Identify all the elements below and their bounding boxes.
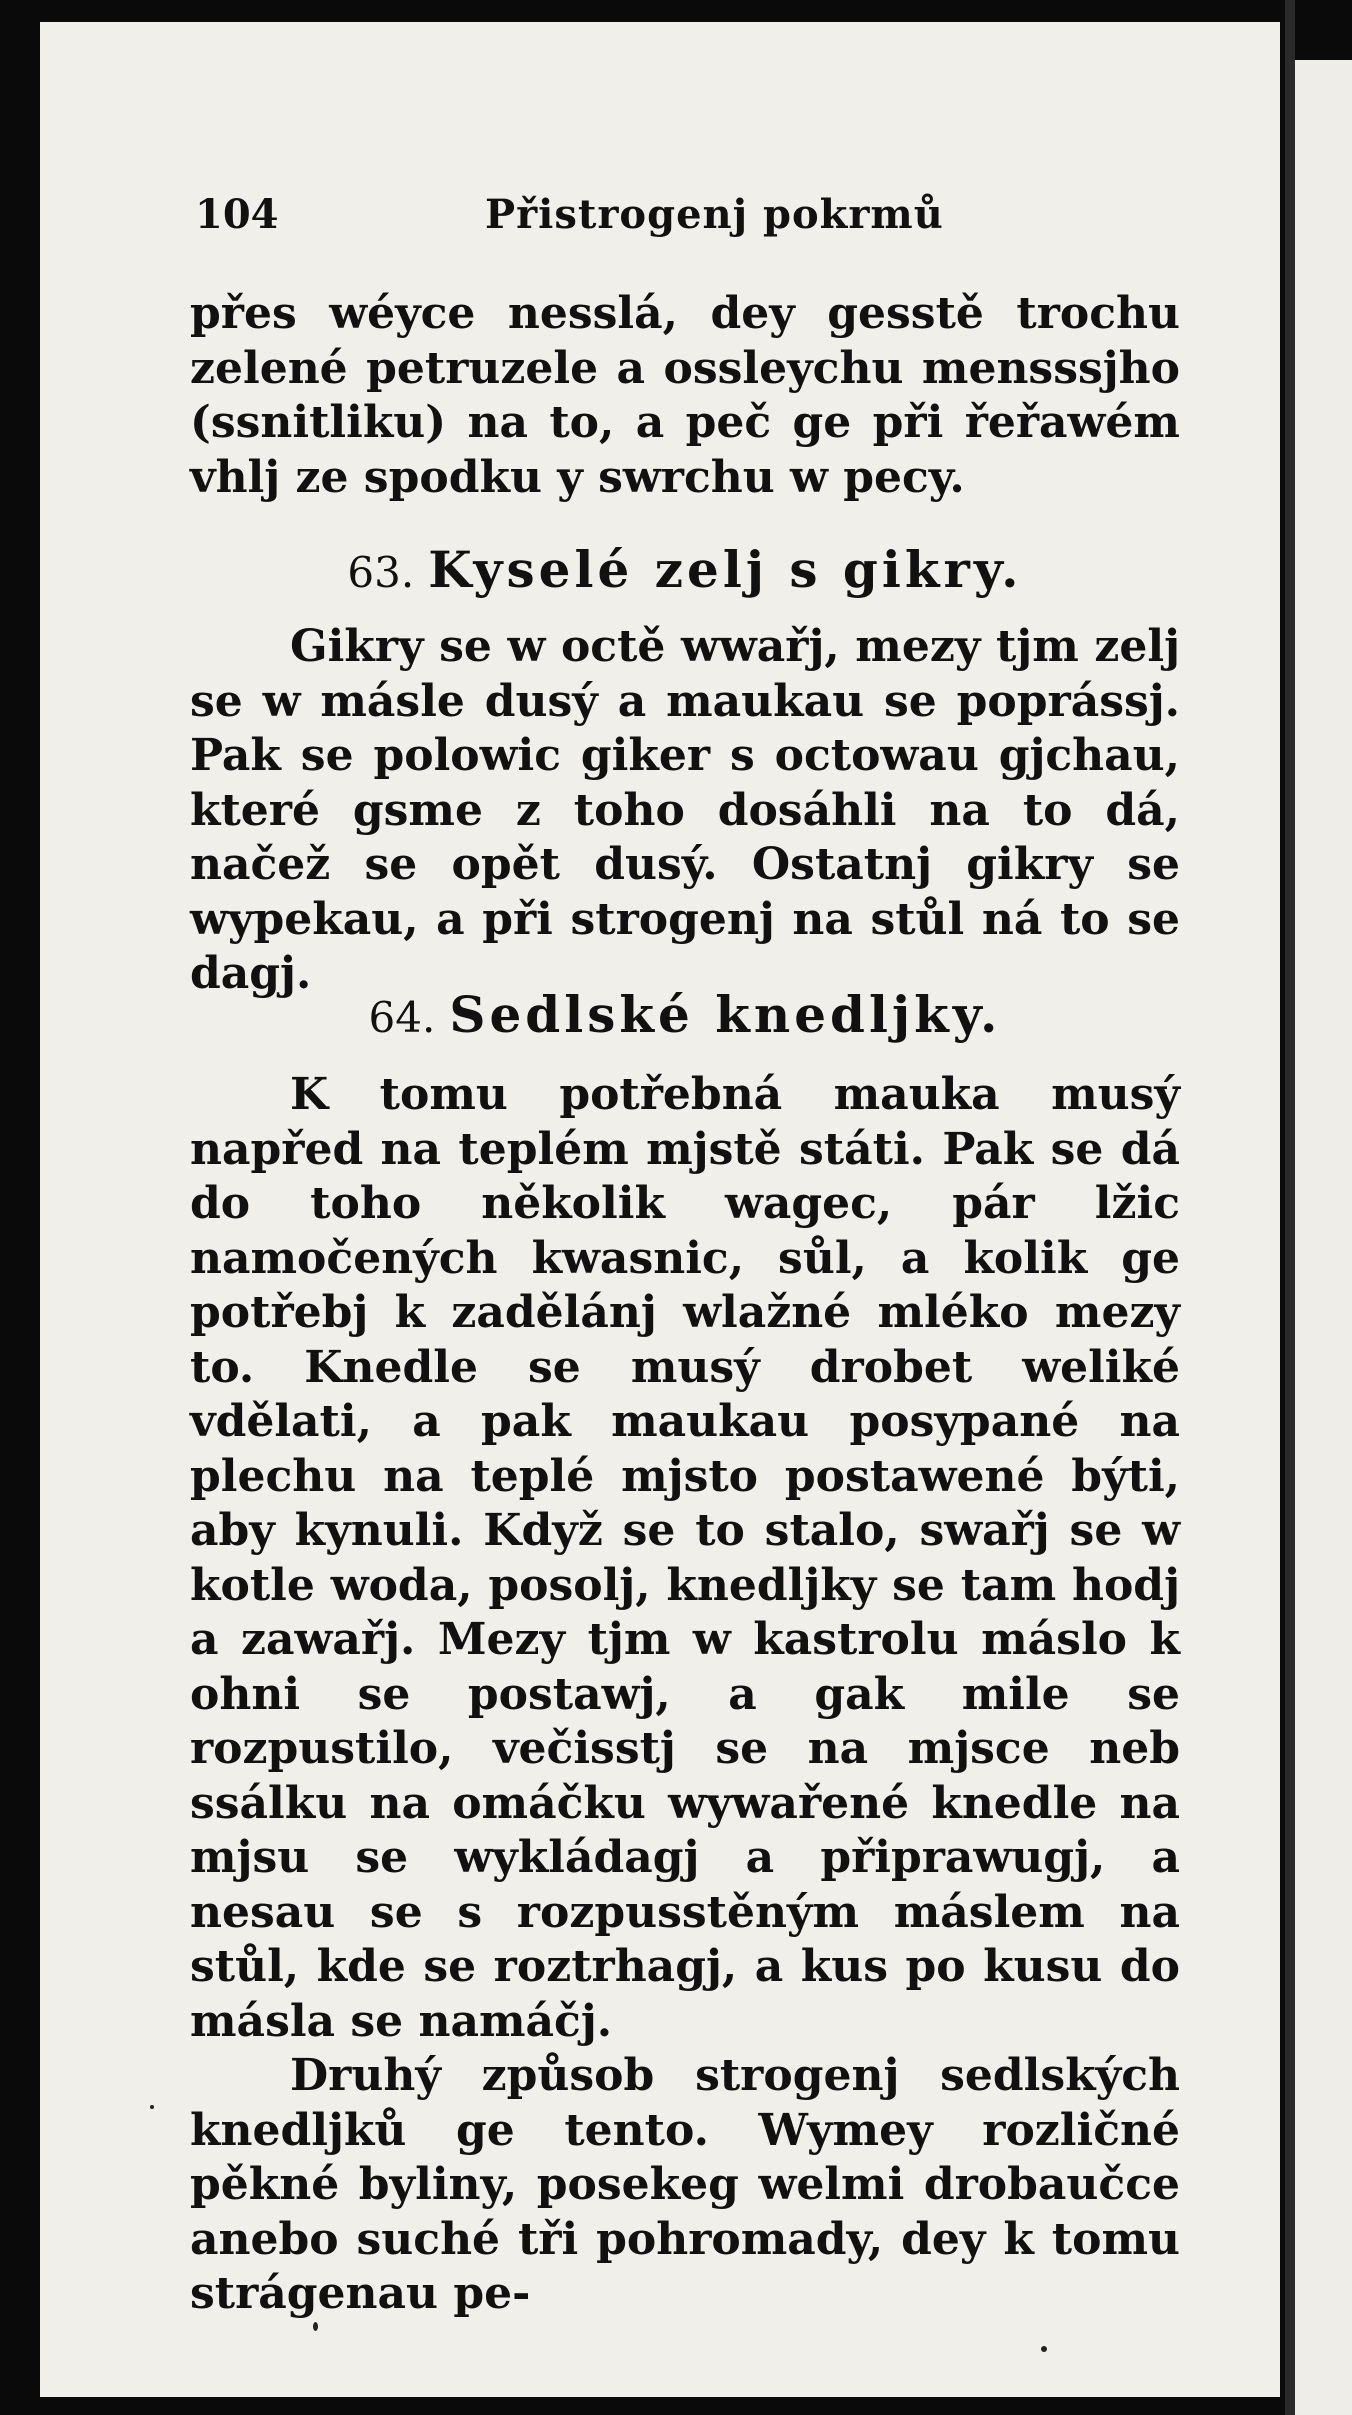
paragraph: Druhý způsob strogenj sedlských knedljků ge tento. Wymey rozličné pěkné byliny, posekeg welmi drobaučce anebo suché tři pohromady, dey k tomu strágenau pe- [190, 2050, 1180, 2319]
section-heading-64 [190, 985, 1180, 1044]
intro-paragraph-block [190, 287, 1180, 505]
intro-paragraph: přes wéyce nesslá, dey gesstě trochu zelené petruzele a ossleychu mensssjho (ssnitliku) na to, a peč ge při řeřawém vhlj ze spodku y swrchu w pecy. [190, 288, 1180, 503]
section-title: Sedlské knedljky. [449, 985, 1002, 1044]
running-head [155, 185, 1255, 245]
book-spine [1285, 0, 1295, 2415]
section-number: 63. [347, 548, 415, 597]
section-number: 64. [368, 993, 436, 1042]
section-title: Kyselé zelj s gikry. [428, 540, 1023, 599]
facing-page-edge [1295, 60, 1352, 2415]
ink-speck [1041, 2346, 1047, 2352]
ink-speck [313, 2322, 318, 2331]
paragraph: Gikry se w octě wwařj, mezy tjm zelj se w másle dusý a maukau se poprássj. Pak se polowic giker s octowau gjchau, které gsme z toho dosáhli na to dá, načež se opět dusý. Ostatnj gikry se wypekau, a při strogenj na stůl ná to se dagj. [190, 621, 1180, 999]
ink-speck [150, 2105, 154, 2109]
paragraph: K tomu potřebná mauka musý napřed na teplém mjstě státi. Pak se dá do toho několik wagec, pár lžic namočených kwasnic, sůl, a kolik ge potřebj k zadělánj wlažné mléko mezy to. Knedle se musý drobet weliké vdělati, a pak maukau posypané na plechu na teplé mjsto postawené býti, aby kynuli. Když se to stalo, swařj se w kotle woda, posolj, knedljky se tam hodj a zawařj. Mezy tjm w kastrolu máslo k ohni se postawj, a gak mile se rozpustilo, večisstj se na mjsce neb ssálku na omáčku wywařené knedle na mjsu se wykládagj a připrawugj, a nesau se s rozpusstěným máslem na stůl, kde se roztrhagj, a kus po kusu do másla se namáčj. [190, 1069, 1180, 2047]
section-64-body [190, 1068, 1180, 2322]
running-title: Přistrogenj pokrmů [485, 191, 944, 238]
page-number: 104 [195, 191, 279, 238]
section-heading-63 [190, 540, 1180, 599]
section-63-body [190, 620, 1180, 1002]
